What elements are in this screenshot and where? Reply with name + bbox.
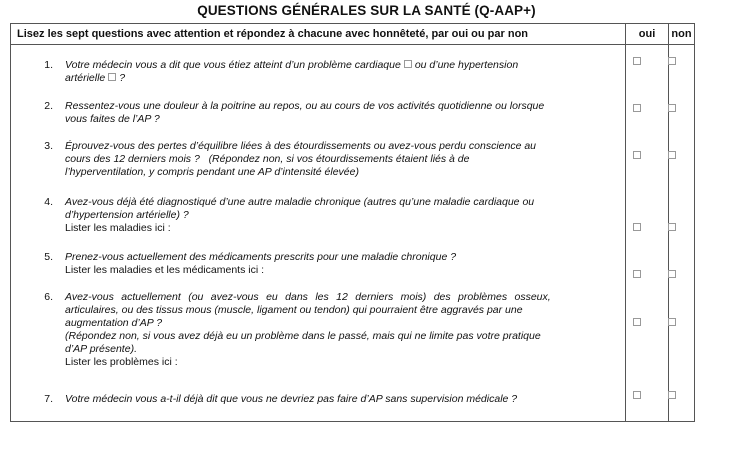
non-checkbox-q7[interactable] bbox=[668, 391, 676, 399]
question-line: d’hypertension artérielle) ? bbox=[65, 209, 189, 221]
question-line: Prenez-vous actuellement des médicaments prescrits pour une maladie chronique ? bbox=[65, 251, 457, 263]
oui-checkbox-q7[interactable] bbox=[633, 391, 641, 399]
non-checkbox-q4[interactable] bbox=[668, 223, 676, 231]
oui-checkbox-q4[interactable] bbox=[633, 223, 641, 231]
question-line: (Répondez non, si vous avez déjà eu un problème dans le passé, mais qui ne limite pas votre pratique bbox=[65, 330, 541, 342]
question-line: ou d’une hypertension bbox=[414, 59, 519, 71]
question-line: Lister les maladies ici : bbox=[65, 222, 171, 234]
question-text bbox=[65, 59, 620, 85]
header-non: non bbox=[671, 28, 692, 40]
question-number: 3. bbox=[44, 140, 53, 152]
question-text bbox=[65, 251, 620, 277]
question-number: 2. bbox=[44, 100, 53, 112]
question-line: Avez-vous actuellement (ou avez-vous eu dans les 12 derniers mois) des problèmes osseux, bbox=[65, 291, 551, 303]
question-text bbox=[65, 100, 620, 126]
non-checkbox-q6[interactable] bbox=[668, 318, 676, 326]
question-text bbox=[65, 291, 620, 369]
oui-checkbox-q1[interactable] bbox=[633, 57, 641, 65]
question-number: 1. bbox=[44, 59, 53, 71]
question-number: 6. bbox=[44, 291, 53, 303]
question-line: Éprouvez-vous des pertes d’équilibre liées à des étourdissements ou avez-vous perdu conscience au bbox=[65, 140, 537, 152]
question-line: Lister les problèmes ici : bbox=[65, 356, 178, 368]
questionnaire-table bbox=[10, 23, 695, 422]
oui-checkbox-q6[interactable] bbox=[633, 318, 641, 326]
oui-checkbox-q5[interactable] bbox=[633, 270, 641, 278]
question-line: cours des 12 derniers mois ? (Répondez non, si vos étourdissements étaient liés à de bbox=[65, 153, 470, 165]
question-line: Votre médecin vous a dit que vous étiez atteint d’un problème cardiaque bbox=[65, 59, 401, 71]
question-line: articulaires, ou des tissus mous (muscle, ligament ou tendon) qui pourraient être aggravés par une bbox=[65, 304, 523, 316]
header-oui: oui bbox=[638, 28, 656, 40]
question-line: artérielle bbox=[65, 72, 106, 84]
question-text bbox=[65, 393, 620, 406]
oui-checkbox-q3[interactable] bbox=[633, 151, 641, 159]
question-line: l’hyperventilation, y compris pendant une AP d’intensité élevée) bbox=[65, 166, 359, 178]
question-text bbox=[65, 196, 620, 235]
column-divider-oui bbox=[625, 24, 626, 421]
question-line: augmentation d’AP ? bbox=[65, 317, 163, 329]
oui-checkbox-q2[interactable] bbox=[633, 104, 641, 112]
question-line: Votre médecin vous a-t-il déjà dit que vous ne devriez pas faire d’AP sans supervision médicale ? bbox=[65, 393, 518, 405]
question-line: vous faites de l’AP ? bbox=[65, 113, 160, 125]
non-checkbox-q1[interactable] bbox=[668, 57, 676, 65]
non-checkbox-q2[interactable] bbox=[668, 104, 676, 112]
inline-checkbox-icon bbox=[108, 73, 116, 81]
question-line: Lister les maladies et les médicaments ici : bbox=[65, 264, 264, 276]
question-number: 4. bbox=[44, 196, 53, 208]
question-number: 7. bbox=[44, 393, 53, 405]
non-checkbox-q3[interactable] bbox=[668, 151, 676, 159]
question-text bbox=[65, 140, 620, 179]
question-line: Ressentez-vous une douleur à la poitrine au repos, ou au cours de vos activités quotidienne ou lorsque bbox=[65, 100, 545, 112]
question-line: Avez-vous déjà été diagnostiqué d’une autre maladie chronique (autres qu’une maladie cardiaque ou bbox=[65, 196, 535, 208]
header-instruction: Lisez les sept questions avec attention et répondez à chacune avec honnêteté, par oui ou par non bbox=[17, 28, 529, 40]
header-row bbox=[11, 24, 694, 45]
question-number: 5. bbox=[44, 251, 53, 263]
question-line: d’AP présente). bbox=[65, 343, 137, 355]
inline-checkbox-icon bbox=[404, 60, 412, 68]
non-checkbox-q5[interactable] bbox=[668, 270, 676, 278]
question-line: ? bbox=[119, 72, 126, 84]
form-title: QUESTIONS GÉNÉRALES SUR LA SANTÉ (Q-AAP+) bbox=[197, 3, 536, 18]
